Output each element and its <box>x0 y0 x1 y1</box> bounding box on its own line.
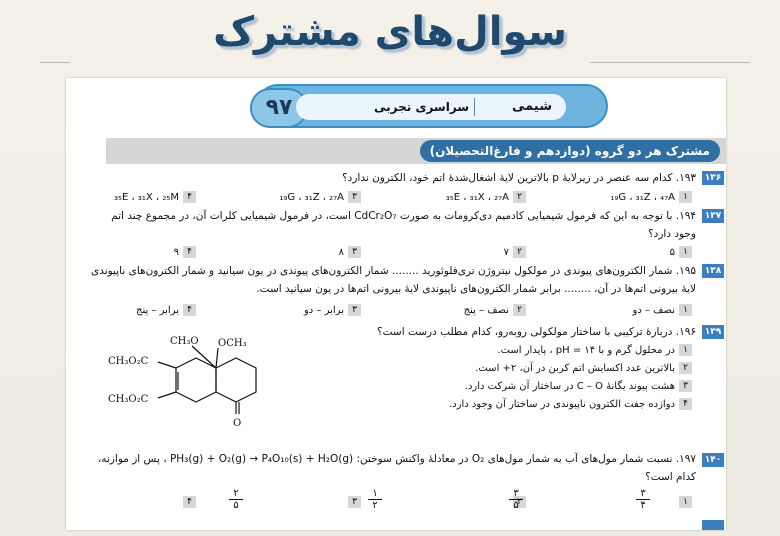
option-text: دوازده جفت الکترون ناپیوندی در ساختار آن وجود دارد. <box>448 399 675 410</box>
option-number: ۲ <box>513 304 526 316</box>
option-number: ۴ <box>183 191 196 203</box>
label-ester-top: CH₃O₂C <box>108 356 149 367</box>
option-number: ۳ <box>348 304 361 316</box>
option-number: ۱ <box>679 304 692 316</box>
option[interactable] <box>497 344 692 358</box>
question-badge-next <box>702 520 724 530</box>
option-number: ۲ <box>679 362 692 374</box>
option[interactable] <box>610 191 692 205</box>
option[interactable] <box>449 398 692 412</box>
question-text-cont: لایهٔ بیرونی اتم‌ها در آن، ........ برابر شمار الکترون‌های ناپیوندی لایهٔ بیرونی اتم‌ها در یون سیانید است. <box>256 283 696 295</box>
fraction-denominator: ۵ <box>233 500 239 511</box>
option-text: در محلول گرم و با pH = ۱۴ ، پایدار است. <box>497 345 675 356</box>
option[interactable] <box>344 496 361 510</box>
bond-och3 <box>216 348 218 368</box>
fraction <box>368 488 382 511</box>
option-number: ۳ <box>348 191 361 203</box>
question-text: ۱۹۵. شمار الکترون‌های پیوندی در مولکول نیتروژن تری‌فلوئورید ........ شمار الکترون‌های پیوندی در یون سیانید و شمار الکترون‌های ناپیوندی <box>90 265 696 277</box>
header-inner <box>296 94 566 120</box>
question-text: ۱۹۳. کدام سه عنصر در زیرلایهٔ p بالاترین لایهٔ اشغال‌شدهٔ اتم خود، الکترون ندارد؟ <box>342 172 696 184</box>
option-number: ۱ <box>679 191 692 203</box>
option[interactable] <box>464 304 526 318</box>
option[interactable] <box>475 362 692 376</box>
slide-title: سوال‌های مشترک <box>213 9 567 55</box>
question-text-cont: وجود دارد؟ <box>648 228 696 240</box>
section-title: مشترک هر دو گروه (دوازدهم و فارغ‌التحصیلان) <box>420 140 720 162</box>
question-badge: ۱۳۷ <box>702 209 724 223</box>
option-text: هشت پیوند یگانهٔ C – O در ساختار آن شرکت دارد. <box>464 381 675 392</box>
option-text: ۸ <box>338 247 344 258</box>
option-text: ₁₉G ، ₃₁Z ، ₂₇A <box>279 192 344 203</box>
option[interactable] <box>465 380 692 394</box>
option-number: ۴ <box>183 496 196 508</box>
option[interactable] <box>136 304 196 318</box>
option-number: ۱ <box>679 344 692 356</box>
option-text: ۷ <box>503 247 509 258</box>
option[interactable] <box>179 496 196 510</box>
label-ch3o: CH₃O <box>170 336 199 347</box>
question-text: ۱۹۷. نسبت شمار مول‌های آب به شمار مول‌های O₂ در معادلهٔ واکنش سوختن: PH₃(g) + O₂(g) → P₄O₁₀(s) + H₂O(g) ، پس از موازنه، <box>97 453 696 465</box>
option[interactable] <box>670 246 692 260</box>
option-text: ۹ <box>173 247 179 258</box>
option-number: ۴ <box>183 246 196 258</box>
label-oxygen: O <box>233 418 242 429</box>
option[interactable] <box>675 496 692 510</box>
question-text: ۱۹۶. دربارهٔ ترکیبی با ساختار مولکولی روبه‌رو، کدام مطلب درست است؟ <box>377 326 696 338</box>
option-number: ۳ <box>679 380 692 392</box>
question-badge: ۱۳۹ <box>702 325 724 339</box>
option[interactable] <box>304 304 361 318</box>
option-text: ₁₉G ، ₃₁Z ، ₄₇A <box>610 192 675 203</box>
fraction-denominator: ۲ <box>372 500 378 511</box>
option-text: نصف – پنج <box>463 305 509 316</box>
ring-right <box>216 358 256 402</box>
question-text-cont: کدام است؟ <box>645 471 696 483</box>
question-badge: ۱۳۶ <box>702 171 724 185</box>
exam-name: سراسری تجربی <box>374 100 470 114</box>
option[interactable] <box>504 246 526 260</box>
option-number: ۱ <box>679 496 692 508</box>
option-number: ۳ <box>348 496 361 508</box>
fraction <box>229 488 243 511</box>
option-number: ۴ <box>679 398 692 410</box>
option-text: برابر – پنج <box>136 305 179 316</box>
option-text: برابر – دو <box>303 305 344 316</box>
year-badge: ۹۷ <box>250 88 308 128</box>
title-rule-right <box>590 62 750 63</box>
option-number: ۲ <box>513 191 526 203</box>
subject-name: شیمی <box>512 99 552 114</box>
option[interactable] <box>633 304 692 318</box>
bond-ch3o <box>192 346 216 368</box>
fraction <box>509 488 523 511</box>
question-badge: ۱۴۰ <box>702 453 724 467</box>
ring-left <box>176 358 216 402</box>
option-text: ۵ <box>669 247 675 258</box>
option-number: ۲ <box>513 496 526 508</box>
fraction-numerator: ۲ <box>229 488 243 500</box>
fraction-denominator: ۴ <box>640 500 646 511</box>
option-text: ₃₅E ، ₃₁X ، ₂₅M <box>113 192 179 203</box>
option-text: نصف – دو <box>632 305 675 316</box>
fraction-numerator: ۳ <box>509 488 523 500</box>
fraction <box>636 488 650 511</box>
exam-header <box>256 84 608 128</box>
section-bar <box>106 138 726 164</box>
option[interactable] <box>446 191 526 205</box>
option-number: ۲ <box>513 246 526 258</box>
label-och3: OCH₃ <box>218 338 247 349</box>
option-number: ۴ <box>183 304 196 316</box>
option[interactable] <box>279 191 361 205</box>
option-text: ₃₅E ، ₃₁X ، ₂₇A <box>445 192 509 203</box>
question-text: ۱۹۴. با توجه به این که فرمول شیمیایی کادمیم دی‌کرومات به صورت CdCr₂O₇ است، در فرمول شیمیایی کلرات آن، در مجموع چند اتم <box>111 210 696 222</box>
option-number: ۱ <box>679 246 692 258</box>
label-ester-bottom: CH₃O₂C <box>108 394 149 405</box>
option[interactable] <box>174 246 196 260</box>
molecular-structure <box>96 334 296 434</box>
option[interactable] <box>114 191 196 205</box>
option[interactable] <box>339 246 361 260</box>
exam-page <box>66 78 726 530</box>
question-badge: ۱۳۸ <box>702 264 724 278</box>
fraction-denominator: ۵ <box>513 500 519 511</box>
fraction-numerator: ۳ <box>636 488 650 500</box>
option-number: ۳ <box>348 246 361 258</box>
bond-ester-top <box>158 362 176 368</box>
fraction-numerator: ۱ <box>368 488 382 500</box>
bond-ester-bottom <box>158 392 176 398</box>
option-text: بالاترین عدد اکسایش اتم کربن در آن، ۲+ است. <box>475 363 675 374</box>
title-rule-left <box>40 62 70 63</box>
header-divider <box>474 98 475 116</box>
